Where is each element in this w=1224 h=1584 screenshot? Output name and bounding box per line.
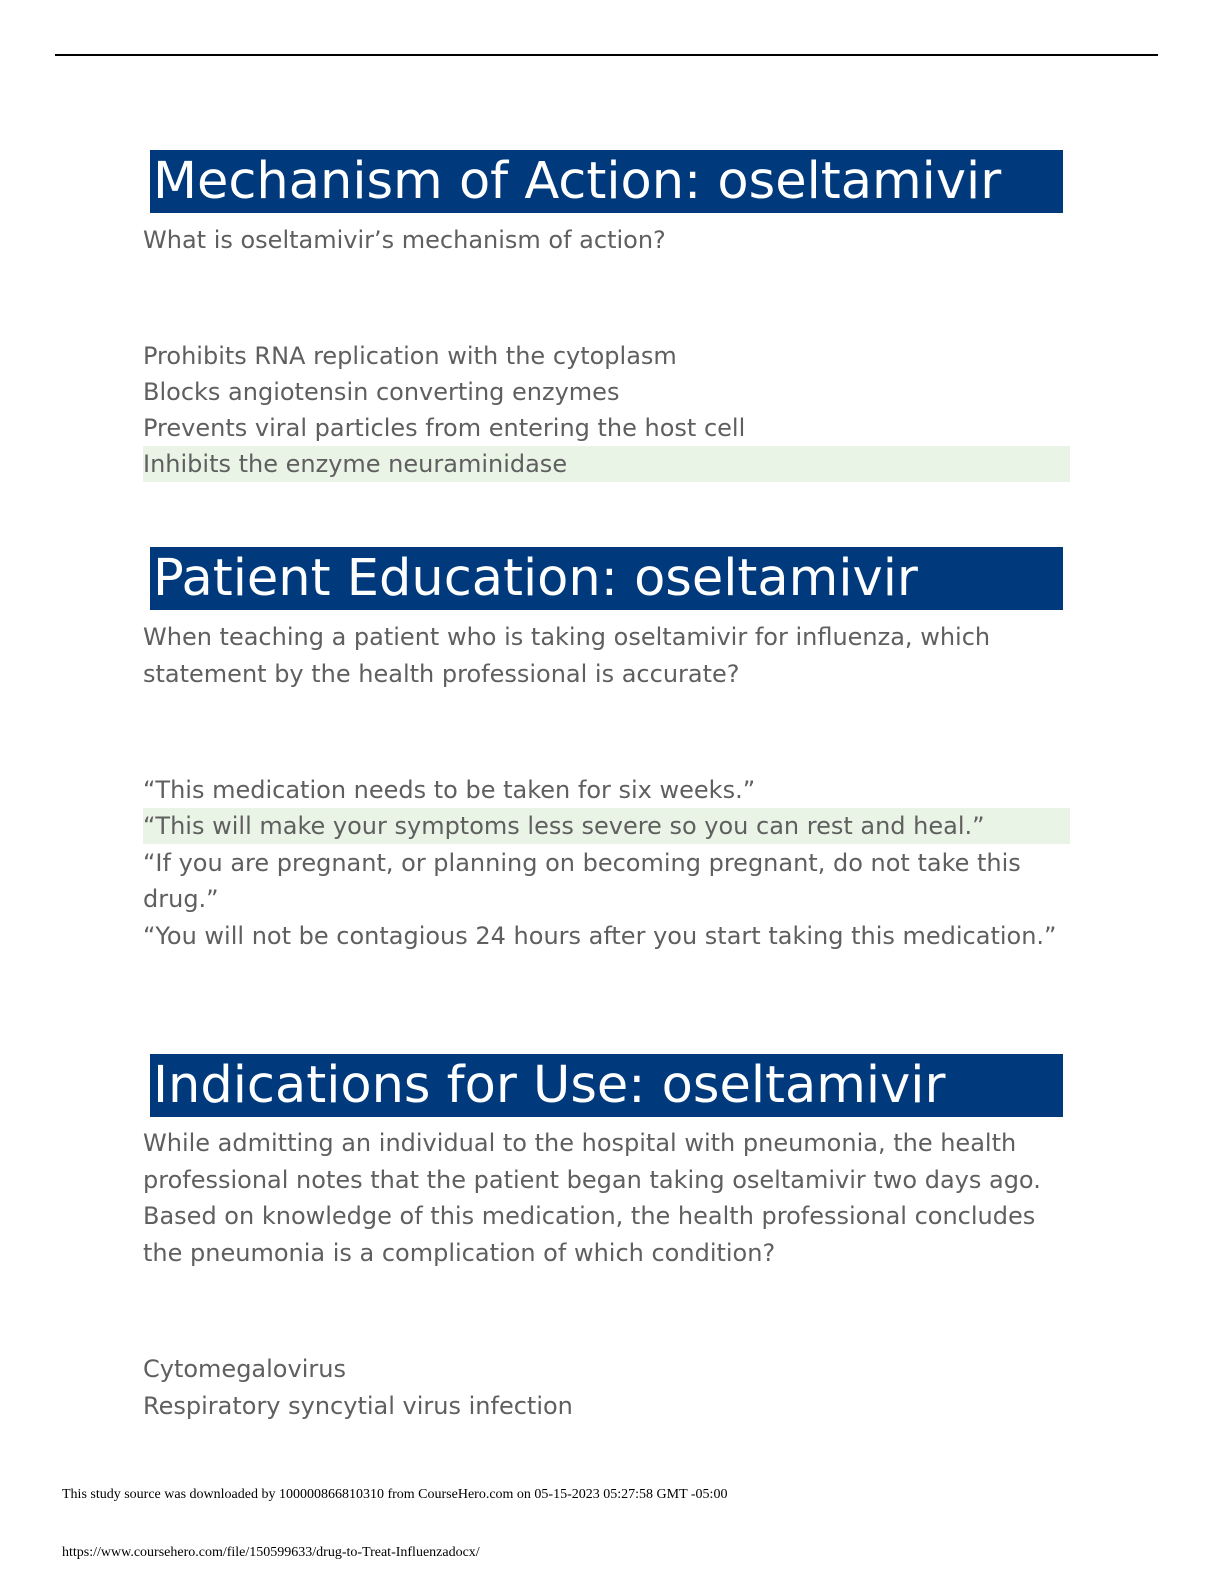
option-education-1: “This medication needs to be taken for six weeks.” bbox=[143, 776, 756, 804]
question-indications: While admitting an individual to the hospital with pneumonia, the health professional notes that the patient began taking oseltamivir two days ago. Based on knowledge of this medication, the health professional concludes the pneumonia is a complication of which condition? bbox=[143, 1129, 1041, 1267]
option-mechanism-3: Prevents viral particles from entering the host cell bbox=[143, 414, 746, 442]
option-mechanism-2: Blocks angiotensin converting enzymes bbox=[143, 378, 620, 406]
source-url[interactable]: https://www.coursehero.com/file/150599633/drug-to-Treat-Influenzadocx/ bbox=[62, 1545, 480, 1560]
option-indications-2: Respiratory syncytial virus infection bbox=[143, 1392, 573, 1420]
option-indications-1: Cytomegalovirus bbox=[143, 1355, 346, 1383]
section-title-indications: Indications for Use: oseltamivir bbox=[150, 1054, 1063, 1117]
question-patient-education: When teaching a patient who is taking oseltamivir for influenza, which statement by the health professional is accurate? bbox=[143, 623, 991, 688]
option-education-4: “You will not be contagious 24 hours after you start taking this medication.” bbox=[143, 922, 1057, 950]
option-mechanism-4-correct: Inhibits the enzyme neuraminidase bbox=[143, 446, 1070, 482]
question-mechanism: What is oseltamivir’s mechanism of action? bbox=[143, 226, 666, 254]
download-note: This study source was downloaded by 100000866810310 from CourseHero.com on 05-15-2023 05:27:58 GMT -05:00 bbox=[62, 1487, 728, 1502]
top-rule bbox=[55, 54, 1158, 56]
section-title-patient-education: Patient Education: oseltamivir bbox=[150, 547, 1063, 610]
option-education-2-correct: “This will make your symptoms less severe so you can rest and heal.” bbox=[143, 808, 1070, 844]
section-title-mechanism: Mechanism of Action: oseltamivir bbox=[150, 150, 1063, 213]
option-education-3: “If you are pregnant, or planning on becoming pregnant, do not take this drug.” bbox=[143, 849, 1021, 913]
option-mechanism-1: Prohibits RNA replication with the cytoplasm bbox=[143, 342, 677, 370]
